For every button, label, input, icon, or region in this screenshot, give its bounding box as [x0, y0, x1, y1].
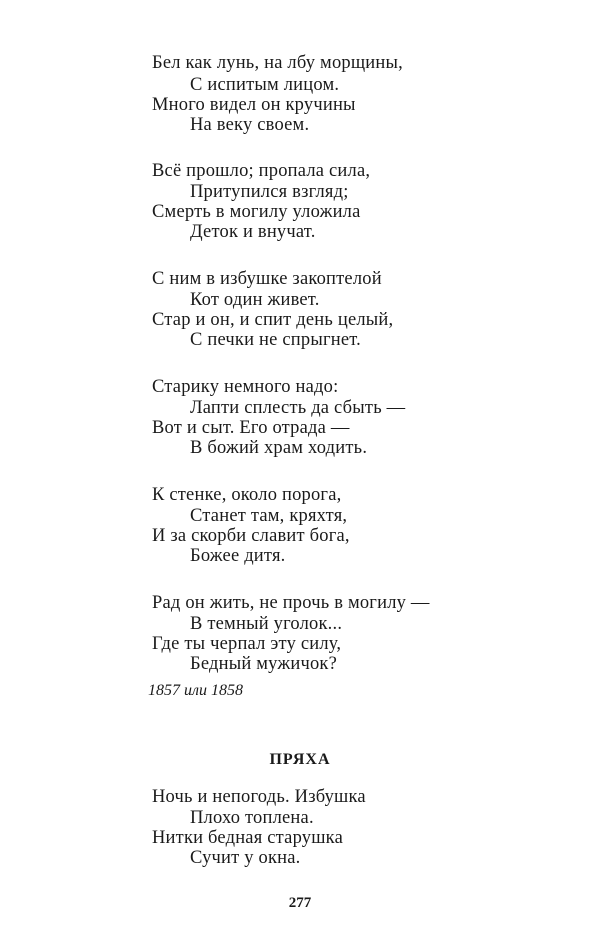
poem-line: Рад он жить, не прочь в могилу —	[152, 593, 430, 613]
poem-line: Ночь и непогодь. Избушка	[152, 787, 366, 807]
poem-line: Лапти сплесть да сбыть —	[190, 398, 406, 418]
poem-line: Где ты черпал эту силу,	[152, 634, 342, 654]
poem-line: Старику немного надо:	[152, 377, 339, 397]
poem-line: Плохо топлена.	[190, 808, 314, 828]
poem-line: Бедный мужичок?	[190, 654, 338, 674]
poem-line: С испитым лицом.	[190, 75, 340, 95]
poem-line: Деток и внучат.	[190, 222, 316, 242]
poem-line: Станет там, кряхтя,	[190, 506, 348, 526]
poem-date: 1857 или 1858	[148, 682, 243, 699]
poem-line: С печки не спрыгнет.	[190, 330, 361, 350]
poem-line: Нитки бедная старушка	[152, 828, 344, 848]
poem-line: Смерть в могилу уложила	[152, 202, 361, 222]
poem-line: К стенке, около порога,	[152, 485, 342, 505]
poem-title: ПРЯХА	[269, 751, 331, 768]
poem-line: И за скорби славит бога,	[152, 526, 350, 546]
poem-line: Много видел он кручины	[152, 95, 356, 115]
poem-line: Всё прошло; пропала сила,	[152, 161, 371, 181]
poem-line: В божий храм ходить.	[190, 438, 368, 458]
poem-line: Стар и он, и спит день целый,	[152, 310, 394, 330]
poem-line: Кот один живет.	[190, 290, 320, 310]
page-number: 277	[288, 895, 312, 911]
poem-line: С ним в избушке закоптелой	[152, 269, 382, 289]
poem-line: Вот и сыт. Его отрада —	[152, 418, 350, 438]
poem-line: На веку своем.	[190, 115, 310, 135]
poem-line: Божее дитя.	[190, 546, 286, 566]
poem-line: Бел как лунь, на лбу морщины,	[152, 53, 403, 73]
poem-line: Сучит у окна.	[190, 848, 301, 868]
poem-line: В темный уголок...	[190, 614, 343, 634]
poem-line: Притупился взгляд;	[190, 182, 349, 202]
